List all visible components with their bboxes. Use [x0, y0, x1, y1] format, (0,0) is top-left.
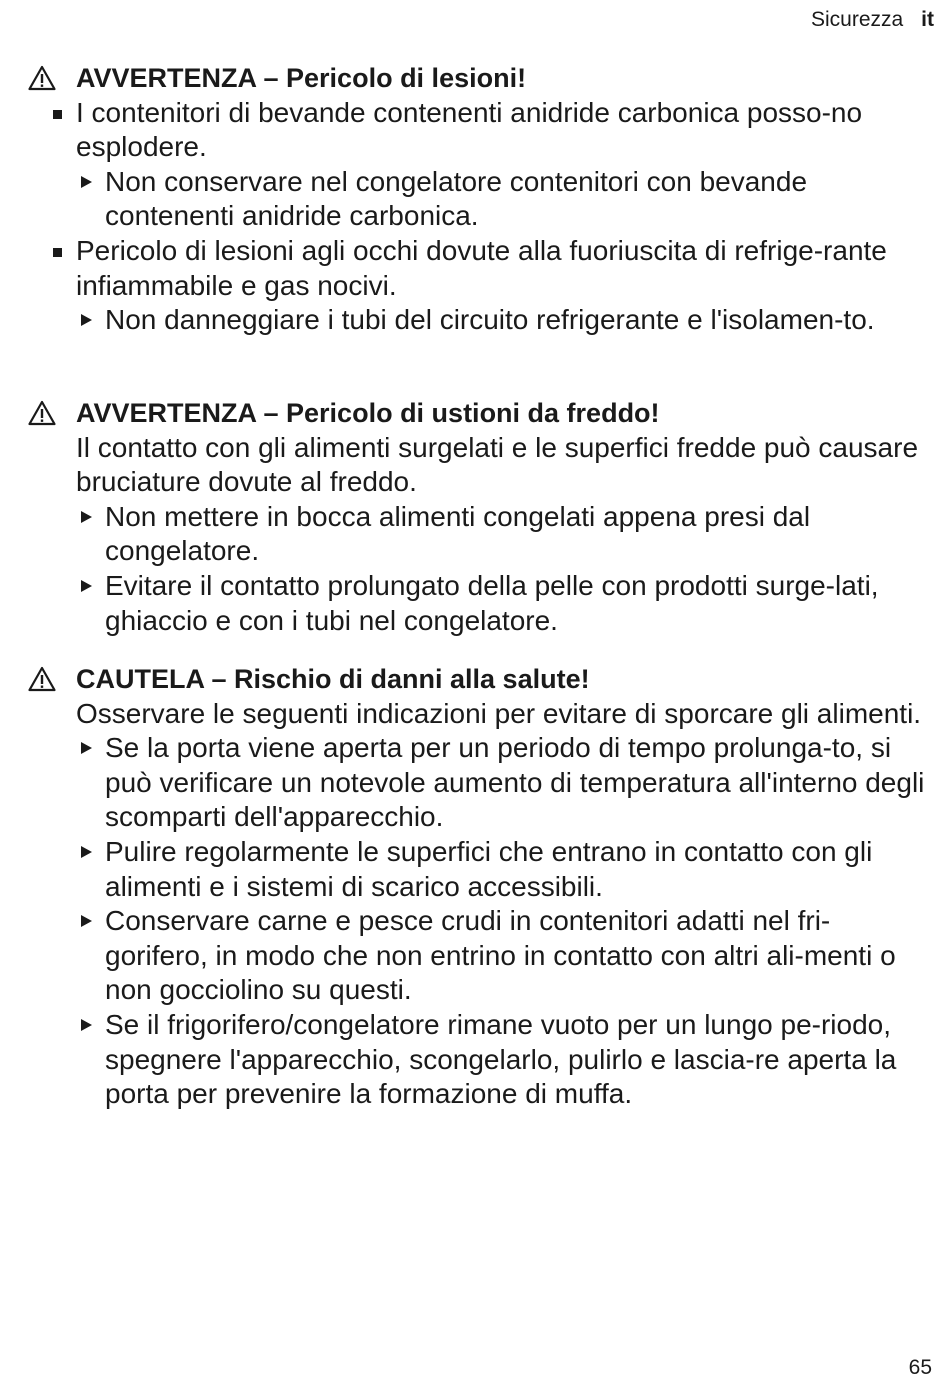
triangle-bullet-icon [81, 511, 92, 523]
section-title [76, 662, 928, 697]
triangle-bullet-icon [81, 1019, 92, 1031]
hazard-text: I contenitori di bevande contenenti anidride carbonica posso-no esplodere. [76, 96, 863, 163]
action-item [76, 500, 928, 569]
triangle-bullet-icon [81, 314, 92, 326]
action-item [76, 303, 928, 338]
warning-section-injury [76, 61, 928, 338]
action-text: Pulire regolarmente le superfici che entrano in contatto con gli alimenti e i sistemi di scarico accessibili. [105, 835, 873, 902]
triangle-bullet-icon [81, 742, 92, 754]
warning-triangle-icon [28, 400, 56, 426]
action-item [76, 1008, 928, 1112]
action-item [76, 165, 928, 234]
action-text: Non danneggiare i tubi del circuito refrigerante e l'isolamen-to. [105, 304, 875, 336]
hazard-bullet [76, 234, 928, 303]
header-section-title: Sicurezza [810, 8, 904, 31]
action-text: Evitare il contatto prolungato della pelle con prodotti surge-lati, ghiaccio e con i tubi nel congelatore. [105, 569, 879, 636]
section-title-text: AVVERTENZA – Pericolo di lesioni! [76, 63, 527, 93]
action-item [76, 731, 928, 835]
action-text: Se il frigorifero/congelatore rimane vuoto per un lungo pe-riodo, spegnere l'apparecchio, scongelarlo, pulirlo e lascia-re aperta la porta per prevenire la formazione di muffa. [105, 1008, 897, 1110]
action-text: Non mettere in bocca alimenti congelati appena presi dal congelatore. [105, 500, 811, 567]
section-title-text: CAUTELA – Rischio di danni alla salute! [76, 664, 590, 694]
triangle-bullet-icon [81, 846, 92, 858]
warning-triangle-icon [28, 666, 56, 692]
action-item [76, 569, 928, 638]
square-bullet-icon [53, 110, 62, 119]
section-intro: Osservare le seguenti indicazioni per evitare di sporcare gli alimenti. [76, 697, 922, 729]
triangle-bullet-icon [81, 176, 92, 188]
page-number: 65 [908, 1356, 932, 1379]
header-language-code: it [921, 8, 934, 31]
warning-section-cold-burns [76, 396, 928, 638]
section-title [76, 396, 928, 431]
section-title [76, 61, 928, 96]
action-text: Non conservare nel congelatore contenitori con bevande contenenti anidride carbonica. [105, 165, 808, 232]
square-bullet-icon [53, 248, 62, 257]
caution-section-health [76, 662, 928, 1112]
warning-triangle-icon [28, 65, 56, 91]
hazard-text: Pericolo di lesioni agli occhi dovute alla fuoriuscita di refrige-rante infiammabile e gas nocivi. [76, 234, 887, 301]
action-text: Conservare carne e pesce crudi in contenitori adatti nel fri-gorifero, in modo che non entrino in contatto con altri ali-menti o non gocciolino su questi. [105, 905, 896, 1006]
triangle-bullet-icon [81, 580, 92, 592]
action-item [76, 835, 928, 904]
section-title-text: AVVERTENZA – Pericolo di ustioni da freddo! [76, 398, 660, 428]
triangle-bullet-icon [81, 915, 92, 927]
hazard-bullet [76, 96, 928, 165]
page-header [811, 8, 934, 32]
action-item [76, 904, 928, 1008]
action-text: Se la porta viene aperta per un periodo di tempo prolunga-to, si può verificare un notevole aumento di temperatura all'interno degli scomparti dell'apparecchio. [105, 732, 925, 833]
section-intro: Il contatto con gli alimenti surgelati e le superfici fredde può causare bruciature dovute al freddo. [76, 431, 919, 498]
